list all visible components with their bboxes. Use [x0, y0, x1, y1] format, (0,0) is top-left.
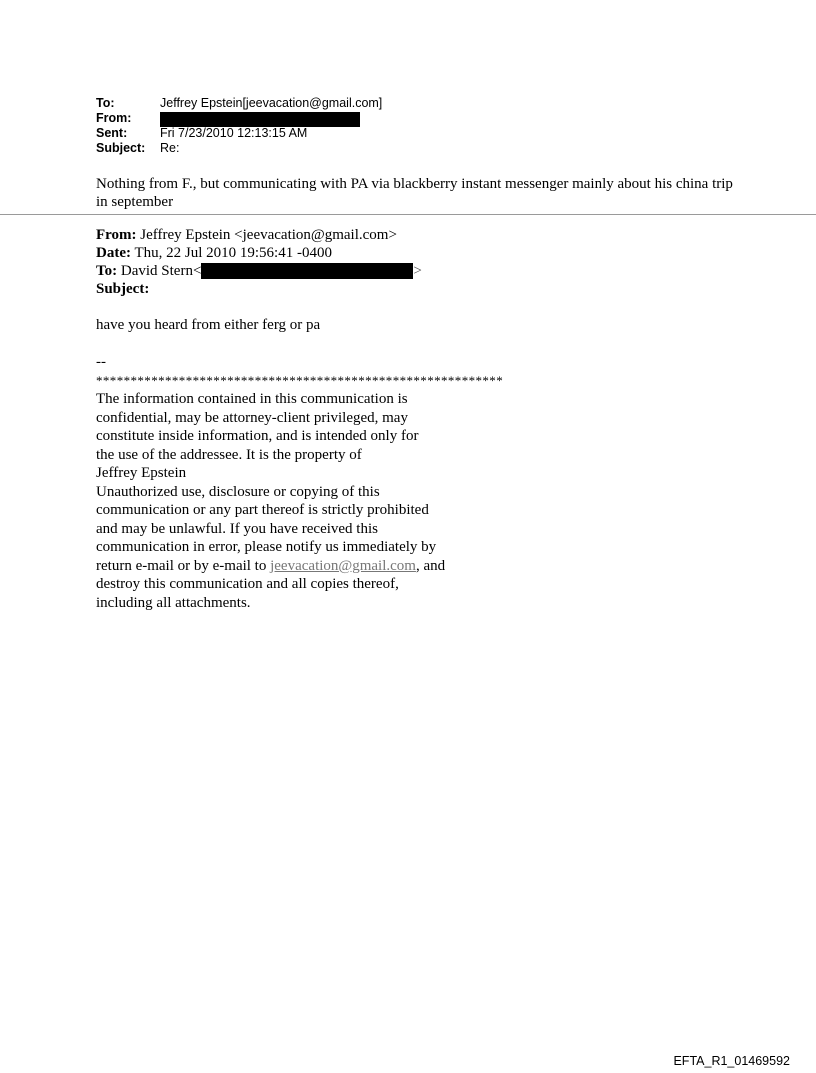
sent-value: Fri 7/23/2010 12:13:15 AM [160, 126, 308, 140]
disclaimer-line: communication or any part thereof is strictly prohibited [96, 502, 429, 518]
to-value: Jeffrey Epstein[jeevacation@gmail.com] [160, 96, 383, 110]
reply-body: Nothing from F., but communicating with PA via blackberry instant messenger mainly about his china trip in september [96, 176, 733, 210]
quoted-header [96, 226, 422, 298]
to-row [96, 96, 382, 111]
redaction-block [160, 112, 360, 127]
subject-label: Subject: [96, 141, 146, 155]
subject-row [96, 141, 382, 156]
signature-stars: *********************************************************** [96, 372, 504, 388]
disclaimer-line: constitute inside information, and is intended only for [96, 428, 419, 444]
disclaimer-line: communication in error, please notify us immediately by [96, 539, 437, 555]
quoted-to-label: To: [96, 263, 118, 279]
quoted-question: have you heard from either ferg or pa [96, 317, 321, 333]
quoted-to-close: > [413, 263, 422, 279]
disclaimer-line: confidential, may be attorney-client privileged, may [96, 409, 408, 426]
quoted-date-value: Thu, 22 Jul 2010 19:56:41 -0400 [134, 245, 332, 261]
quoted-from-value: Jeffrey Epstein <jeevacation@gmail.com> [140, 227, 397, 243]
divider [0, 214, 816, 215]
email-header [96, 96, 382, 156]
disclaimer-line: Unauthorized use, disclosure or copying of this [96, 483, 380, 500]
quoted-from-row [96, 226, 422, 244]
email-link[interactable]: jeevacation@gmail.com [270, 557, 416, 574]
link-suffix: , and [415, 557, 446, 574]
to-label: To: [96, 96, 115, 110]
disclaimer-line: The information contained in this communication is [96, 391, 408, 407]
signature-dashes: -- [96, 354, 106, 370]
sent-label: Sent: [96, 126, 128, 140]
disclaimer-line: and may be unlawful. If you have received this [96, 520, 378, 537]
disclaimer-line: including all attachments. [96, 594, 251, 611]
signature-block [96, 353, 503, 612]
quoted-subject-label: Subject: [96, 281, 150, 297]
disclaimer-line: Jeffrey Epstein [96, 465, 187, 481]
quoted-to-value: David Stern [120, 263, 193, 279]
link-prefix: return e-mail or by e-mail to [96, 557, 271, 574]
disclaimer-line: destroy this communication and all copies thereof, [96, 576, 399, 592]
quoted-from-label: From: [96, 227, 137, 243]
disclaimer-line: the use of the addressee. It is the property of [96, 446, 362, 463]
sent-row [96, 126, 382, 141]
quoted-date-label: Date: [96, 245, 131, 261]
redaction-block [201, 263, 413, 279]
quoted-date-row [96, 244, 422, 262]
quoted-to-open: < [192, 263, 202, 279]
subject-value: Re: [160, 141, 180, 155]
from-row [96, 111, 382, 126]
document-id: EFTA_R1_01469592 [673, 1054, 790, 1068]
from-label: From: [96, 111, 132, 125]
quoted-to-row [96, 262, 422, 280]
quoted-subject-row [96, 280, 422, 298]
disclaimer-link-line [96, 557, 503, 576]
